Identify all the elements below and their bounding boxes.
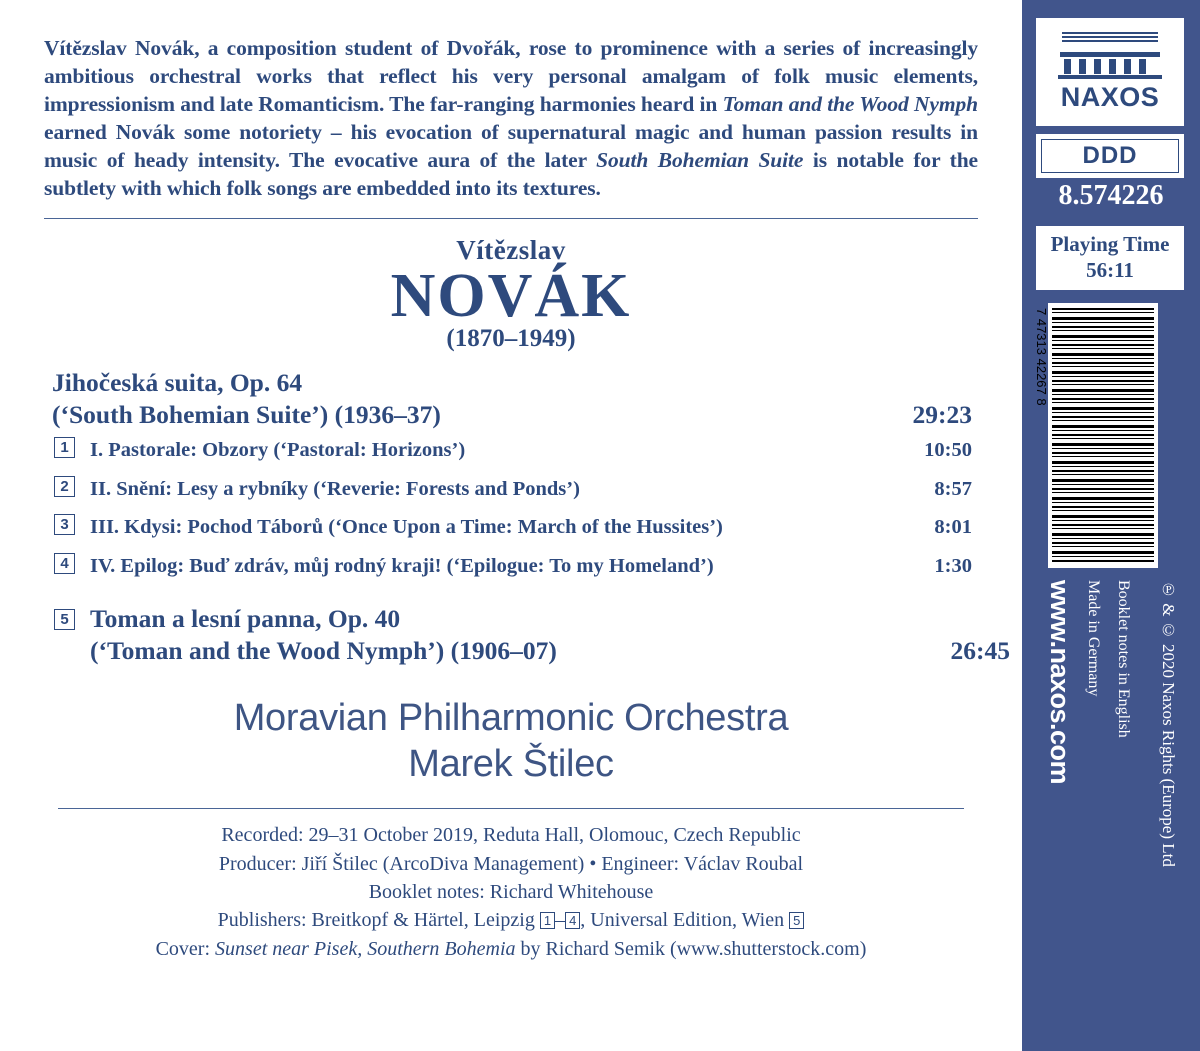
credit-recorded: Recorded: 29–31 October 2019, Reduta Hall, Olomouc, Czech Republic [221, 824, 801, 847]
track-title: III. Kdysi: Pochod Táborů (‘Once Upon a Time: March of the Hussites’) [90, 516, 723, 539]
work-title-main: Jihočeská suita, Op. 64 [52, 368, 303, 398]
credit-booklet-notes: Booklet notes: Richard Whitehouse [368, 881, 654, 904]
work-title-main: Toman a lesní panna, Op. 40 [90, 604, 401, 634]
catalog-number: 8.574226 [1058, 180, 1164, 211]
work-duration: 29:23 [912, 400, 972, 430]
playing-time-label: Playing Time [1050, 232, 1170, 256]
barcode [1048, 303, 1158, 568]
ddd-label: DDD [1041, 139, 1179, 173]
track-row [52, 431, 974, 470]
description-part-1: Vítězslav Novák, a composition student of Dvořák, rose to prominence with a series of increasingly ambitious orchestral works that reflect his very personal amalgam of folk music elements, impressionism and late Romanticism. The far-ranging harmonies heard in [44, 36, 978, 117]
work-title-line-1 [90, 603, 974, 635]
playing-time-box [1036, 226, 1184, 290]
work-title-line-1 [52, 367, 974, 399]
work-title-english: (‘Toman and the Wood Nymph’) [90, 636, 445, 665]
playing-time-value: 56:11 [1086, 258, 1134, 283]
works-listing [52, 367, 1010, 667]
copyright-notice: ℗ & © 2020 Naxos Rights (Europe) Ltd [1159, 580, 1178, 867]
track-number: 3 [54, 514, 75, 535]
cover-title: Sunset near Pisek, Southern Bohemia [215, 937, 516, 960]
work-south-bohemian-suite [52, 367, 974, 585]
made-in-label: Made in Germany [1085, 580, 1102, 697]
publishers-middle: , Universal Edition, Wien [580, 909, 790, 932]
spine-panel [1022, 0, 1200, 1051]
track-number: 4 [54, 553, 75, 574]
naxos-logo [1036, 18, 1184, 126]
publishers-track-1: 1 [540, 912, 555, 929]
publishers-prefix: Publishers: Breitkopf & Härtel, Leipzig [217, 909, 540, 932]
temple-icon [1056, 46, 1164, 80]
ddd-badge [1036, 134, 1184, 178]
track-number: 1 [54, 437, 75, 458]
track-row [52, 508, 974, 547]
barcode-bars [1052, 308, 1154, 563]
credits-block [34, 821, 988, 963]
album-description [44, 34, 978, 202]
credit-cover [34, 935, 988, 963]
credit-producer: Producer: Jiří Štilec (ArcoDiva Management) • Engineer: Václav Roubal [218, 852, 804, 875]
divider-bottom [58, 808, 964, 809]
booklet-language-label: Booklet notes in English [1115, 580, 1132, 738]
credit-publishers [34, 906, 988, 934]
work-title-line-2 [52, 399, 974, 431]
description-part-2: earned Novák some notoriety – his evocation of supernatural magic and human passion results in music of heady intensity. The evocative aura of the later [44, 120, 978, 173]
track-title: IV. Epilog: Buď zdráv, můj rodný kraji! (‘Epilogue: To my Homeland’) [90, 554, 714, 577]
conductor-name: Marek Štilec [408, 742, 614, 785]
publishers-track-5: 5 [789, 912, 804, 929]
cover-prefix: Cover: [155, 937, 216, 960]
composer-last-name: NOVÁK [390, 262, 632, 331]
description-italic-1: Toman and the Wood Nymph [722, 92, 978, 117]
track-title: II. Snění: Lesy a rybníky (‘Reverie: Forests and Ponds’) [90, 477, 580, 500]
track-duration: 8:01 [934, 516, 972, 539]
work-toman-and-the-wood-nymph [52, 603, 1010, 667]
logo-bars-icon [1062, 32, 1158, 42]
track-duration: 8:57 [934, 477, 972, 500]
description-italic-2: South Bohemian Suite [596, 148, 804, 173]
work-title-english: (‘South Bohemian Suite’) [52, 400, 329, 430]
track-duration: 1:30 [934, 554, 972, 577]
composer-dates: (1870–1949) [446, 325, 576, 353]
track-row [52, 470, 974, 509]
publishers-track-4: 4 [565, 912, 580, 929]
track-row [52, 547, 974, 586]
track-number: 5 [54, 609, 75, 630]
track-title: I. Pastorale: Obzory (‘Pastoral: Horizons’) [90, 439, 466, 462]
performers-block [34, 697, 988, 786]
composer-block [34, 235, 988, 353]
work-title-line-2 [90, 635, 1010, 667]
naxos-wordmark: NAXOS [1060, 81, 1160, 112]
work-years: (1936–37) [334, 400, 441, 430]
work-years: (1906–07) [450, 636, 557, 665]
barcode-number: 7 47313 42267 8 [1034, 308, 1049, 406]
naxos-url[interactable]: www.naxos.com [1045, 580, 1075, 785]
publishers-dash: – [555, 909, 566, 932]
track-duration: 10:50 [924, 439, 972, 462]
composer-first-name: Vítězslav [456, 235, 566, 266]
description-part-3: is notable for the subtlety with which folk songs are embedded into its textures. [44, 148, 978, 201]
work-duration: 26:45 [950, 636, 1010, 665]
cover-attribution: by Richard Semik (www.shutterstock.com) [515, 937, 867, 960]
track-number: 2 [54, 476, 75, 497]
ensemble-name: Moravian Philharmonic Orchestra [233, 696, 789, 739]
divider-top [44, 218, 978, 219]
